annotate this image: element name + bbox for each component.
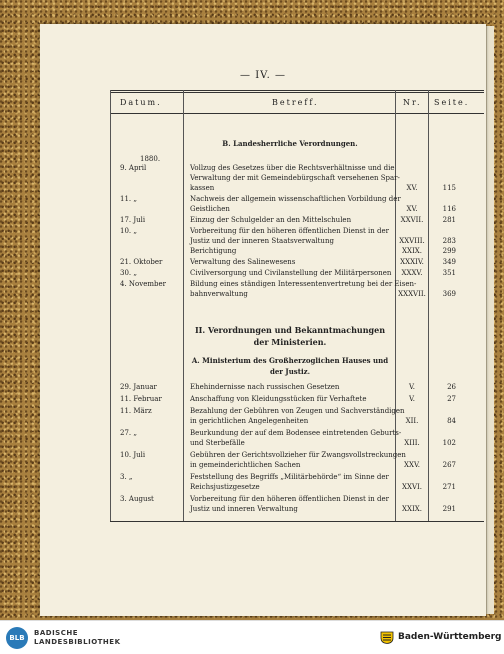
row-subject-line: Justiz und der inneren Staatsverwaltung: [190, 237, 334, 245]
row-date: 29. Januar: [120, 383, 157, 391]
row-subject-line: Verwaltung des Salinewesens: [190, 258, 296, 266]
row-subject-line: Gebühren der Gerichtsvollzieher für Zwangsvollstreckungen: [190, 451, 406, 459]
row-date: 3. August: [120, 495, 154, 503]
row-subject-line: Einzug der Schulgelder an den Mittelschulen: [190, 216, 352, 224]
coat-of-arms-icon[interactable]: [380, 631, 394, 644]
row-subject-line: Civilversorgung und Civilanstellung der Militärpersonen: [190, 269, 392, 277]
row-subject-line: Bezahlung der Gebühren von Zeugen und Sachverständigen: [190, 407, 405, 415]
col-header-subject: Betreff.: [272, 98, 319, 107]
row-nr: V.: [408, 395, 416, 403]
row-page: 267: [442, 461, 456, 469]
year-label: 1880.: [140, 155, 161, 163]
blb-logo-icon[interactable]: BLB: [6, 627, 28, 649]
row-nr: XXXV.: [401, 269, 423, 277]
row-page: 281: [442, 216, 456, 224]
row-nr: XXXIV.: [400, 258, 424, 266]
row-page: 351: [442, 269, 456, 277]
col-header-date: Datum.: [120, 98, 162, 107]
col-header-nr: Nr.: [403, 98, 422, 107]
row-page: 84: [447, 417, 456, 425]
row-nr: XXVIII.: [399, 237, 425, 245]
row-page: 349: [442, 258, 456, 266]
page-edge: [486, 26, 494, 614]
row-page: 283: [442, 237, 456, 245]
row-date: 4. November: [120, 280, 166, 288]
row-subject-line: Vorbereitung für den höheren öffentlichen Dienst in der: [190, 227, 389, 235]
row-page: 369: [442, 290, 456, 298]
nr-col-divider: [428, 90, 429, 521]
row-nr: V.: [408, 383, 416, 391]
row-subject-line: bahnverwaltung: [190, 290, 248, 298]
row-subject-line: Beurkundung der auf dem Bodensee eintretenden Geburts-: [190, 429, 402, 437]
section-a-title-2: der Justiz.: [269, 367, 311, 376]
row-subject-line: Vollzug des Gesetzes über die Rechtsverhältnisse und die: [190, 164, 395, 172]
row-date: 21. Oktober: [120, 258, 163, 266]
page-header: — IV. —: [240, 70, 286, 81]
date-col-divider: [183, 90, 184, 521]
blb-line-1: BADISCHE: [34, 629, 78, 637]
table-bottom-rule: [110, 521, 484, 522]
row-page: 271: [442, 483, 456, 491]
row-nr: XV.: [406, 205, 418, 213]
section-a-title-1: A. Ministerium des Großherzoglichen Hauses und: [191, 356, 389, 365]
row-subject-line: Bildung eines ständigen Interessentenvertretung bei der Eisen-: [190, 280, 417, 288]
row-subject-line: Verwaltung der mit Gemeindebürgschaft versehenen Spar-: [190, 174, 400, 182]
row-nr: XV.: [406, 184, 418, 192]
bw-label[interactable]: Baden-Württemberg: [398, 632, 502, 642]
row-page: 299: [442, 247, 456, 255]
row-page: 26: [447, 383, 456, 391]
row-nr: XXVI.: [401, 483, 422, 491]
row-subject-line: kassen: [190, 184, 215, 192]
row-nr: XII.: [405, 417, 419, 425]
row-date: 11. Februar: [120, 395, 162, 403]
section-ii-title-2: der Ministerien.: [253, 337, 327, 347]
row-subject-line: Berichtigung: [190, 247, 237, 255]
blb-line-2: LANDESBIBLIOTHEK: [34, 638, 121, 646]
row-subject-line: in gemeinderichtlichen Sachen: [190, 461, 301, 469]
row-date: 30. „: [120, 269, 137, 277]
row-date: 11. März: [120, 407, 152, 415]
row-page: 291: [442, 505, 456, 513]
row-nr: XIII.: [404, 439, 420, 447]
table-left-border: [110, 90, 111, 521]
row-date: 10. „: [120, 227, 137, 235]
row-subject-line: Justiz und inneren Verwaltung: [190, 505, 298, 513]
section-ii-title-1: II. Verordnungen und Bekanntmachungen: [194, 325, 386, 335]
row-subject-line: Feststellung des Begriffs „Militärbehörde“ im Sinne der: [190, 473, 389, 481]
row-date: 17. Juli: [120, 216, 146, 224]
row-date: 27. „: [120, 429, 137, 437]
row-page: 102: [442, 439, 456, 447]
row-page: 116: [442, 205, 456, 213]
row-date: 10. Juli: [120, 451, 146, 459]
footer-bar: [0, 620, 504, 654]
row-nr: XXXVII.: [398, 290, 426, 298]
row-nr: XXV.: [403, 461, 421, 469]
blb-name[interactable]: [34, 629, 121, 647]
col-header-page: Seite.: [434, 98, 470, 107]
row-date: 9. April: [120, 164, 147, 172]
row-subject-line: Reichsjustizgesetze: [190, 483, 260, 491]
row-date: 3. „: [120, 473, 133, 481]
row-page: 115: [442, 184, 456, 192]
row-subject-line: Ehehindernisse nach russischen Gesetzen: [190, 383, 340, 391]
row-nr: XXIX.: [402, 247, 422, 255]
row-subject-line: Vorbereitung für den höheren öffentlichen Dienst in der: [190, 495, 389, 503]
row-subject-line: Nachweis der allgemein wissenschaftlichen Vorbildung der: [190, 195, 401, 203]
row-subject-line: und Sterbefälle: [190, 439, 245, 447]
row-date: 11. „: [120, 195, 137, 203]
row-subject-line: in gerichtlichen Angelegenheiten: [190, 417, 309, 425]
row-nr: XXIX.: [402, 505, 422, 513]
row-nr: XXVII.: [400, 216, 424, 224]
row-subject-line: Geistlichen: [190, 205, 230, 213]
row-subject-line: Anschaffung von Kleidungsstücken für Verhaftete: [190, 395, 367, 403]
section-b-title: B. Landesherrliche Verordnungen.: [222, 139, 358, 148]
row-page: 27: [447, 395, 456, 403]
